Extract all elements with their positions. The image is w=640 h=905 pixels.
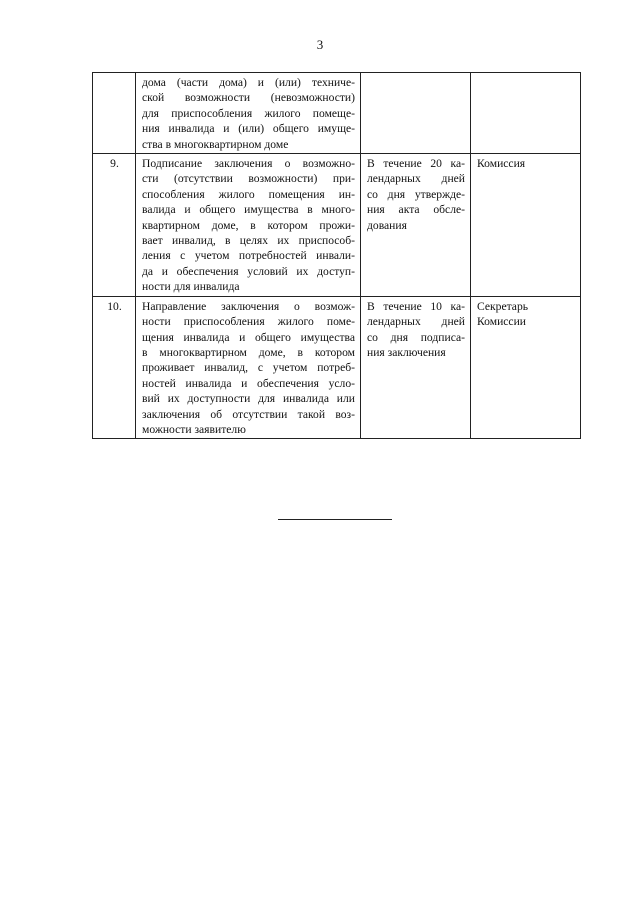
deadline-line: ния акта обсле- (367, 203, 465, 217)
deadline-line: дования (367, 218, 407, 232)
description-line: ности для инвалида (142, 280, 240, 294)
description-line: ления с учетом потребностей инвали- (142, 249, 355, 263)
description-line: квартирном доме, в котором прожи- (142, 218, 355, 232)
description-line: валида и общего имущества в много- (142, 203, 355, 217)
description-line: ностей инвалида и обеспечения усло- (142, 376, 355, 390)
procedure-table (92, 72, 581, 439)
step-description-cell (136, 154, 361, 297)
step-responsible-cell (471, 296, 581, 439)
closing-rule (278, 519, 392, 520)
procedure-table-body (93, 73, 581, 439)
description-line: вий их доступности для инвалида или (142, 392, 355, 406)
step-deadline-cell (361, 73, 471, 154)
description-line: Направление заключения о возмож- (142, 299, 355, 313)
description-line: ства в многоквартирном доме (142, 137, 289, 151)
step-deadline-cell (361, 296, 471, 439)
step-responsible-cell (471, 154, 581, 297)
description-line: Подписание заключения о возможно- (142, 157, 355, 171)
description-line: ской возможности (невозможности) (142, 91, 355, 105)
description-line: проживает инвалид, с учетом потреб- (142, 361, 355, 375)
description-line: дома (части дома) и (или) техниче- (142, 76, 355, 89)
description-line: сти (отсутствии возможности) при- (142, 172, 355, 186)
table-row (93, 73, 581, 154)
step-deadline-cell (361, 154, 471, 297)
step-number-cell: 9. (93, 154, 136, 297)
description-line: в многоквартирном доме, в котором (142, 345, 355, 359)
deadline-line: лендарных дней (367, 315, 465, 329)
deadline-line: ния заключения (367, 345, 446, 359)
deadline-line: лендарных дней (367, 172, 465, 186)
table-row (93, 296, 581, 439)
description-line: способления жилого помещения ин- (142, 187, 355, 201)
deadline-line: со дня подписа- (367, 330, 465, 344)
step-description-cell (136, 73, 361, 154)
step-description-cell (136, 296, 361, 439)
description-line: ния инвалида и (или) общего имуще- (142, 122, 355, 136)
responsible-line: Комиссии (477, 315, 526, 329)
description-line: можности заявителю (142, 422, 246, 436)
description-line: для приспособления жилого помеще- (142, 106, 355, 120)
table-row (93, 154, 581, 297)
deadline-line: со дня утвержде- (367, 187, 465, 201)
deadline-line: В течение 10 ка- (367, 299, 465, 313)
step-responsible-cell (471, 73, 581, 154)
step-number-cell: 10. (93, 296, 136, 439)
responsible-line: Секретарь (477, 299, 529, 313)
deadline-line: В течение 20 ка- (367, 157, 465, 171)
description-line: щения инвалида и общего имущества (142, 330, 355, 344)
description-line: ности приспособления жилого поме- (142, 315, 355, 329)
description-line: да и обеспечения условий их доступ- (142, 264, 355, 278)
step-number-cell (93, 73, 136, 154)
page-number: 3 (316, 37, 324, 52)
description-line: вает инвалид, в целях их приспособ- (142, 234, 355, 248)
responsible-line: Комиссия (477, 157, 526, 171)
description-line: заключения об отсутствии такой воз- (142, 407, 355, 421)
